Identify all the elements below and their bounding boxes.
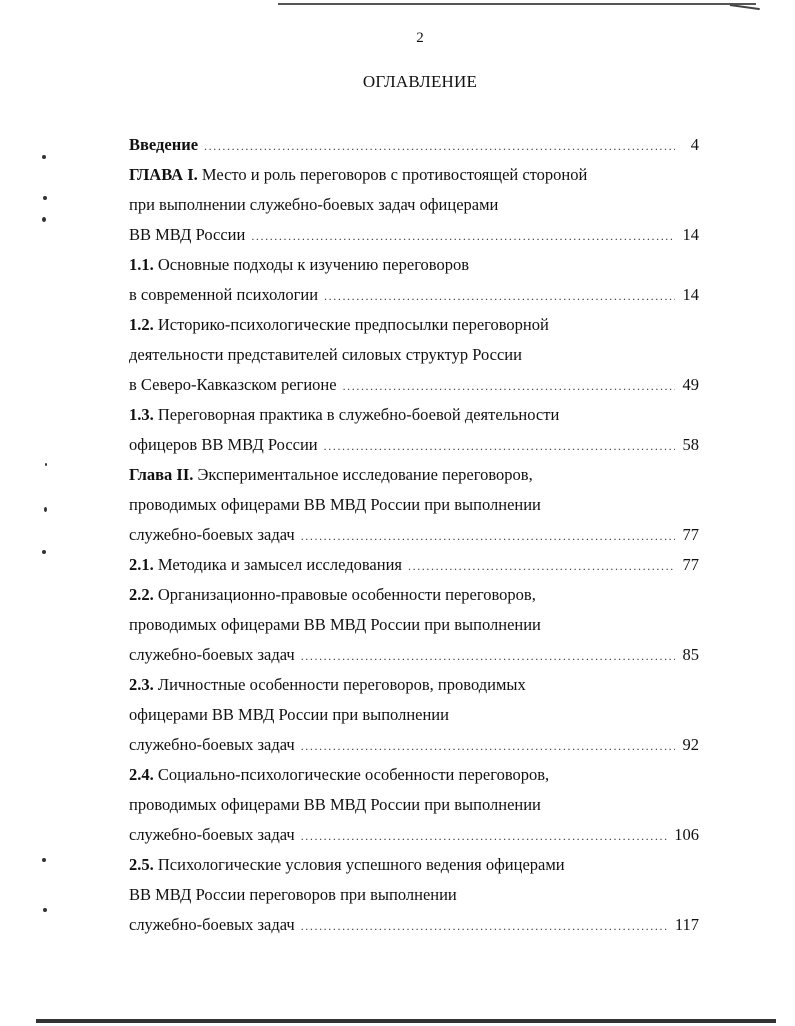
toc-entry-text-tail: офицеров ВВ МВД России — [129, 435, 318, 454]
toc-entry-number: 1.1. — [129, 255, 154, 274]
toc-entry-line — [129, 610, 699, 640]
scan-speck — [42, 858, 46, 862]
toc-entry-line — [129, 790, 699, 820]
toc-entry — [129, 250, 699, 310]
toc-entry-line — [129, 310, 699, 340]
page-title: ОГЛАВЛЕНИЕ — [362, 72, 478, 91]
toc-entry-final-line — [129, 550, 699, 580]
toc-entry — [129, 160, 699, 250]
dot-leader — [343, 371, 675, 401]
toc-entry-text: Психологические условия успешного ведения офицерами — [153, 855, 565, 874]
dot-leader — [408, 551, 675, 581]
toc-page-number: 49 — [682, 375, 699, 394]
toc-entry-number: 2.1. — [129, 555, 154, 574]
toc-entry-final-line — [129, 220, 699, 250]
scan-speck — [43, 196, 47, 200]
toc-entry-number: 1.2. — [129, 315, 154, 334]
toc-entry-line — [129, 700, 699, 730]
toc-entry-final-line — [129, 730, 699, 760]
dot-leader — [324, 431, 675, 461]
scan-edge-bottom — [36, 1019, 776, 1023]
toc-entry-line — [129, 340, 699, 370]
toc-entry-line — [129, 160, 699, 190]
page-number: 2 — [416, 30, 424, 46]
scan-speck — [42, 217, 46, 222]
toc-page-number: 117 — [674, 915, 699, 934]
toc-entry — [129, 670, 699, 760]
toc-entry-text — [129, 550, 402, 580]
toc-page-number: 77 — [682, 555, 699, 574]
toc-entry-text — [129, 220, 245, 250]
toc-entry-text: при выполнении служебно-боевых задач офицерами — [129, 195, 499, 214]
toc-entry-text: проводимых офицерами ВВ МВД России при выполнении — [129, 495, 541, 514]
toc-entry-text: Переговорная практика в служебно-боевой деятельности — [153, 405, 560, 424]
toc-entry-text-tail: служебно-боевых задач — [129, 915, 295, 934]
scan-speck — [45, 463, 47, 466]
toc-entry-final-line — [129, 910, 699, 940]
dot-leader — [324, 281, 675, 311]
toc-entry-final-line — [129, 430, 699, 460]
toc-entry-number: 2.3. — [129, 675, 154, 694]
toc-entry-text — [129, 820, 295, 850]
toc-entry-text-tail: служебно-боевых задач — [129, 645, 295, 664]
toc-entry-final-line — [129, 280, 699, 310]
toc-entry-text: Экспериментальное исследование переговоров, — [193, 465, 533, 484]
toc-page-number: 77 — [682, 525, 699, 544]
dot-leader — [301, 521, 675, 551]
toc-entry-line — [129, 880, 699, 910]
toc-entry-text: Организационно-правовые особенности переговоров, — [153, 585, 536, 604]
toc-page-number: 92 — [682, 735, 699, 754]
toc-page-number: 4 — [690, 135, 699, 154]
toc-entry-text: Историко-психологические предпосылки переговорной — [153, 315, 549, 334]
toc-page-number: 14 — [682, 225, 699, 244]
toc-entry-number: Введение — [129, 135, 199, 154]
toc-entry-text: офицерами ВВ МВД России при выполнении — [129, 705, 449, 724]
toc-entry — [129, 130, 699, 160]
toc-entry-text-tail: Методика и замысел исследования — [153, 555, 402, 574]
toc-page-number: 106 — [674, 825, 699, 844]
toc-entry-final-line — [129, 640, 699, 670]
toc-entry-text: Основные подходы к изучению переговоров — [153, 255, 470, 274]
toc-entry — [129, 460, 699, 550]
toc-entry-line — [129, 850, 699, 880]
toc-entry-number: 2.2. — [129, 585, 154, 604]
table-of-contents — [129, 130, 699, 940]
dot-leader — [301, 731, 675, 761]
toc-entry-line — [129, 400, 699, 430]
toc-entry-number: Глава II. — [129, 465, 194, 484]
toc-entry — [129, 550, 699, 580]
toc-entry-text — [129, 430, 318, 460]
toc-entry-text: деятельности представителей силовых структур России — [129, 345, 522, 364]
toc-entry-text — [129, 370, 337, 400]
toc-entry-text — [129, 520, 295, 550]
scan-speck — [44, 507, 47, 512]
toc-entry-final-line — [129, 130, 699, 160]
dot-leader — [301, 821, 669, 851]
dot-leader — [251, 221, 675, 251]
toc-entry-text: ВВ МВД России переговоров при выполнении — [129, 885, 457, 904]
toc-entry-text — [129, 730, 295, 760]
toc-entry-text-tail: ВВ МВД России — [129, 225, 246, 244]
toc-entry — [129, 310, 699, 400]
toc-entry-number: 1.3. — [129, 405, 154, 424]
toc-page-number: 14 — [682, 285, 699, 304]
scan-speck — [42, 155, 46, 159]
toc-entry-text — [129, 280, 318, 310]
toc-entry-line — [129, 250, 699, 280]
dot-leader — [204, 131, 675, 161]
toc-entry-line — [129, 580, 699, 610]
toc-entry-final-line — [129, 520, 699, 550]
toc-entry-text — [129, 910, 295, 940]
toc-entry — [129, 580, 699, 670]
toc-entry-text-tail: в современной психологии — [129, 285, 319, 304]
toc-entry-final-line — [129, 370, 699, 400]
toc-entry-text — [129, 130, 198, 160]
toc-entry — [129, 760, 699, 850]
scan-speck — [43, 908, 47, 912]
dot-leader — [301, 641, 675, 671]
toc-entry-number: 2.4. — [129, 765, 154, 784]
toc-entry-text — [129, 640, 295, 670]
toc-entry-text: проводимых офицерами ВВ МВД России при выполнении — [129, 615, 541, 634]
toc-entry — [129, 400, 699, 460]
toc-entry-text: Социально-психологические особенности переговоров, — [153, 765, 550, 784]
toc-entry-line — [129, 760, 699, 790]
scan-edge-top — [278, 3, 756, 5]
toc-entry-number: ГЛАВА I. — [129, 165, 198, 184]
scan-speck — [42, 550, 46, 554]
toc-entry-text: проводимых офицерами ВВ МВД России при выполнении — [129, 795, 541, 814]
toc-entry-line — [129, 670, 699, 700]
toc-entry-text-tail: служебно-боевых задач — [129, 735, 295, 754]
toc-entry-text-tail: в Северо-Кавказском регионе — [129, 375, 337, 394]
toc-page-number: 85 — [682, 645, 699, 664]
toc-entry-number: 2.5. — [129, 855, 154, 874]
toc-entry-final-line — [129, 820, 699, 850]
toc-entry-line — [129, 460, 699, 490]
toc-entry-text: Место и роль переговоров с противостоящей стороной — [197, 165, 588, 184]
toc-page-number: 58 — [682, 435, 699, 454]
dot-leader — [301, 911, 669, 941]
toc-entry-text: Личностные особенности переговоров, проводимых — [153, 675, 526, 694]
toc-entry-line — [129, 190, 699, 220]
toc-entry-text-tail: служебно-боевых задач — [129, 525, 295, 544]
toc-entry-text-tail: служебно-боевых задач — [129, 825, 295, 844]
toc-entry-line — [129, 490, 699, 520]
toc-entry — [129, 850, 699, 940]
